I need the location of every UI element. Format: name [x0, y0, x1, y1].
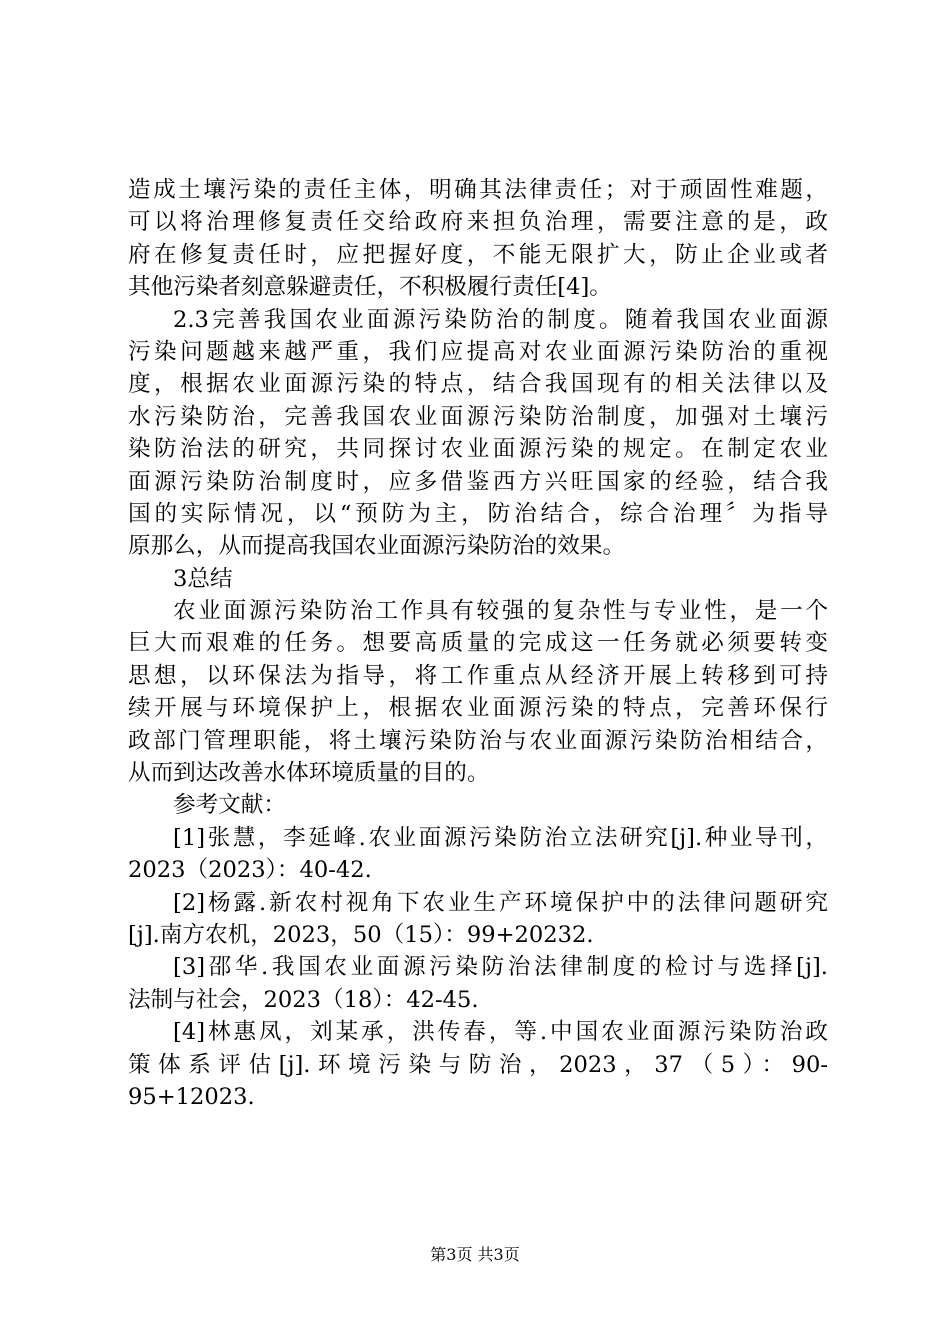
text-line: 策体系评估[j].环境污染与防治，2023，37（5）：90- — [128, 1051, 828, 1078]
text-line: 农业面源污染防治工作具有较强的复杂性与专业性，是一个 — [173, 598, 828, 625]
text-line: 参考文献： — [173, 792, 286, 819]
text-line: 府在修复责任时，应把握好度，不能无限扩大，防止企业或者 — [128, 241, 828, 268]
text-line: 3总结 — [173, 565, 233, 592]
text-line: 污染问题越来越严重，我们应提高对农业面源污染防治的重视 — [128, 338, 828, 365]
text-line: [1]张慧，李延峰.农业面源污染防治立法研究[j].种业导刊， — [173, 824, 828, 851]
text-line: 水污染防治，完善我国农业面源污染防治制度，加强对土壤污 — [128, 403, 828, 430]
text-line: 巨大而艰难的任务。想要高质量的完成这一任务就必须要转变 — [128, 630, 828, 657]
text-line: 其他污染者刻意躲避责任，不积极履行责任[4]。 — [128, 274, 612, 301]
text-line: 2.3完善我国农业面源污染防治的制度。随着我国农业面源 — [173, 306, 828, 333]
text-line: 政部门管理职能，将土壤污染防治与农业面源污染防治相结合， — [128, 727, 828, 754]
text-line: 法制与社会，2023（18）：42-45. — [128, 986, 479, 1013]
text-line: 度，根据农业面源污染的特点，结合我国现有的相关法律以及 — [128, 371, 828, 398]
text-line: 可以将治理修复责任交给政府来担负治理，需要注意的是，政 — [128, 209, 828, 236]
text-line: 国的实际情况，以“预防为主，防治结合，综合治理〞为指导 — [128, 500, 828, 527]
document-body — [128, 174, 828, 1113]
text-line: 造成土壤污染的责任主体，明确其法律责任；对于顽固性难题， — [128, 177, 828, 203]
text-line: 95+12023. — [128, 1083, 255, 1110]
text-line: 原那么，从而提高我国农业面源污染防治的效果。 — [128, 533, 626, 560]
page-footer — [0, 1245, 950, 1265]
text-line: 染防治法的研究，共同探讨农业面源污染的规定。在制定农业 — [128, 436, 828, 463]
text-line: [2]杨露.新农村视角下农业生产环境保护中的法律问题研究 — [173, 889, 828, 916]
text-line: [3]邵华.我国农业面源污染防治法律制度的检讨与选择[j]. — [173, 954, 828, 981]
text-line: 2023（2023）：40-42. — [128, 857, 372, 884]
text-line: [j].南方农机，2023，50（15）：99+20232. — [128, 921, 594, 948]
text-line: 从而到达改善水体环境质量的目的。 — [128, 760, 490, 787]
text-line: 面源污染防治制度时，应多借鉴西方兴旺国家的经验，结合我 — [128, 468, 828, 495]
text-line: 思想，以环保法为指导，将工作重点从经济开展上转移到可持 — [128, 662, 828, 689]
text-line: [4]林惠凤，刘某承，洪传春，等.中国农业面源污染防治政 — [173, 1019, 828, 1046]
page-number: 第3页 共3页 — [430, 1245, 520, 1264]
text-line: 续开展与环境保护上，根据农业面源污染的特点，完善环保行 — [128, 695, 828, 722]
